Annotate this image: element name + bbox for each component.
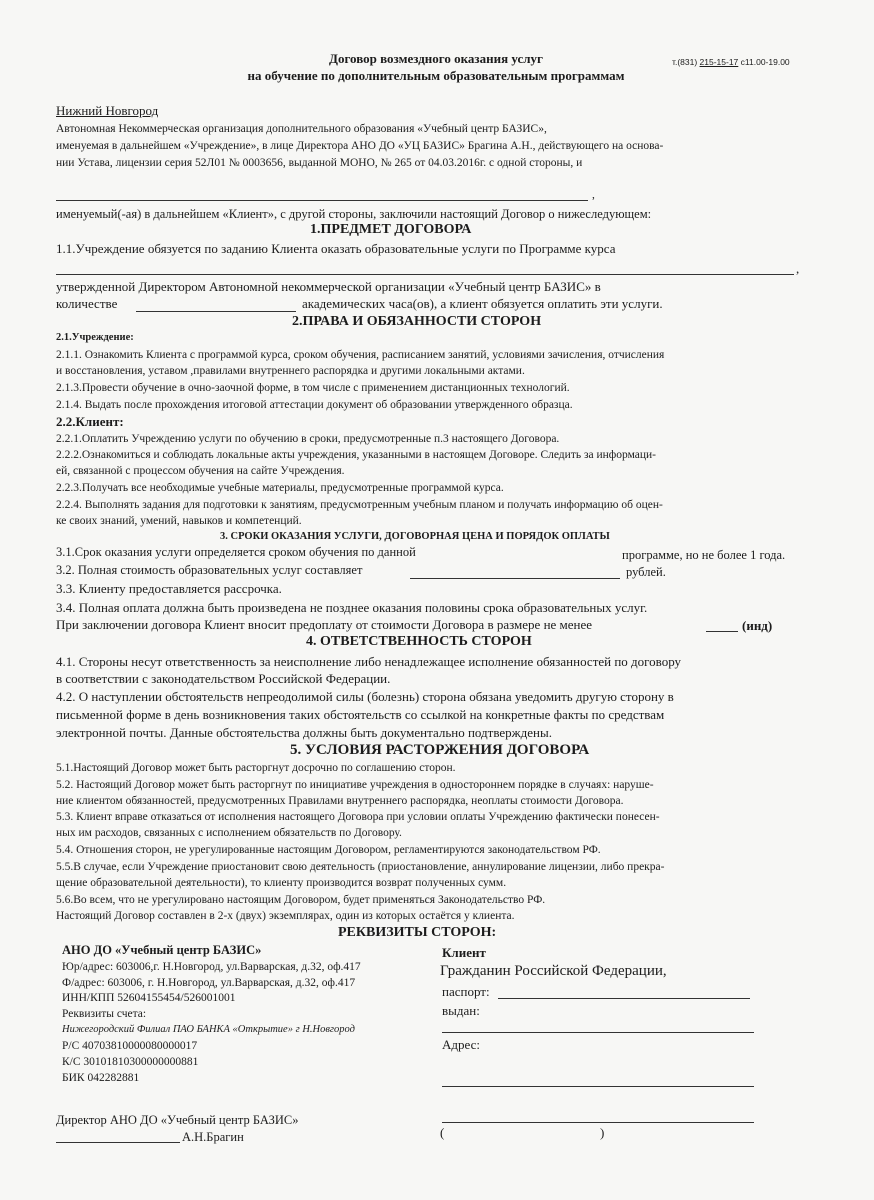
org-actual-address: Ф/адрес: 603006, г. Н.Новгород, ул.Варварская, д.32, оф.417 [62,977,356,989]
clause-2-2-2: 2.2.2.Ознакомиться и соблюдать локальные акты учреждения, указанными в настоящем Договоре. Следить за информаци- [56,449,657,461]
phone-prefix: т.(831) [672,57,700,67]
title-line-2: на обучение по дополнительным образовательным программам [247,68,625,83]
clause-2-2-2-cont: ей, связанной с процессом обучения на сайте Учреждения. [56,465,345,477]
clause-3-4: 3.4. Полная оплата должна быть произведена не позднее оказания половины срока образовательных услуг. [56,600,648,615]
clause-5-5: 5.5.В случае, если Учреждение приостановит свою деятельность (приостановление, аннулирование лицензии, либо прекра- [56,861,665,873]
clause-2-2-3: 2.2.3.Получать все необходимые учебные материалы, предусмотренные программой курса. [56,482,504,494]
requisites-title: РЕКВИЗИТЫ СТОРОН: [338,925,497,940]
clause-3-1: 3.1.Срок оказания услуги определяется сроком обучения по данной [56,545,416,559]
address-label: Адрес: [442,1037,480,1052]
clause-3-3: 3.3. Клиенту предоставляется рассрочка. [56,581,282,596]
price-line [410,578,620,579]
org-inn-kpp: ИНН/КПП 52604155454/526001001 [62,992,236,1004]
passport-line [498,998,750,999]
clause-5-2-cont: ние клиентом обязанностей, предусмотренных Правилами внутреннего распорядка, неоплаты стоимости Договора. [56,795,624,807]
hours-label: количестве [56,296,118,311]
section-2-title: 2.ПРАВА И ОБЯЗАННОСТИ СТОРОН [292,314,542,329]
clause-2-1-1: 2.1.1. Ознакомить Клиента с программой курса, сроком обучения, расписанием занятий, условиями зачисления, отчисления [56,349,665,361]
title-line-1: Договор возмездного оказания услуг [329,51,543,66]
clause-5-2: 5.2. Настоящий Договор может быть расторгнут по инициативе учреждения в одностороннем порядке в случаях: наруше- [56,779,654,791]
section-5-title: 5. УСЛОВИЯ РАСТОРЖЕНИЯ ДОГОВОРА [290,742,590,758]
clause-4-2: 4.2. О наступлении обстоятельств непреодолимой силы (болезнь) сторона обязана уведомить другую сторону в [56,689,674,704]
intro-line-4: именуемый(-ая) в дальнейшем «Клиент», с другой стороны, заключили настоящий Договор о нижеследующем: [56,207,652,221]
org-settlement-account: Р/С 40703810000080000017 [62,1040,198,1052]
issued-line [442,1032,754,1033]
clause-5-6: 5.6.Во всем, что не урегулировано настоящим Договором, будет применяться Законодательство РФ. [56,894,546,906]
institution-heading: 2.1.Учреждение: [56,332,134,343]
phone-hours: с11.00-19.00 [738,57,790,67]
org-account-label: Реквизиты счета: [62,1008,147,1020]
client-name-line [56,200,588,201]
section-4-title: 4. ОТВЕТСТВЕННОСТЬ СТОРОН [306,634,532,649]
clause-4-2-cont-2: электронной почты. Данные обстоятельства должны быть документально подтверждены. [56,725,552,740]
clause-5-3-cont: ных им расходов, связанных с исполнением обязательств по Договору. [56,827,402,839]
clause-1-1-cont: утвержденной Директором Автономной некоммерческой организации «Учебный центр БАЗИС» в [56,279,601,294]
price-unit: рублей. [626,565,666,579]
clause-2-2-1: 2.2.1.Оплатить Учреждению услуги по обучению в сроки, предусмотренные п.3 настоящего Договора. [56,433,560,445]
clause-4-1-cont: в соответствии с законодательством Российской Федерации. [56,671,391,686]
intro-line-2: именуемая в дальнейшем «Учреждение», в лице Директора АНО ДО «УЦ БАЗИС» Брагина А.Н., действующего на основа- [56,140,664,152]
client-name-paren-open: ( [440,1125,445,1140]
org-correspondent-account: К/С 30101810300000000881 [62,1056,199,1068]
org-name: АНО ДО «Учебный центр БАЗИС» [62,943,262,957]
clause-5-5-cont: щение образовательной деятельности), то клиенту производится возврат полученных сумм. [56,877,507,889]
client-citizen: Гражданин Российской Федерации, [440,963,667,979]
client-title: Клиент [442,945,486,960]
client-name-paren-close: ) [600,1125,605,1140]
course-name-comma: , [796,261,800,276]
intro-line-3: нии Устава, лицензии серия 52Л01 № 0003656, выданной МОНО, № 265 от 04.03.2016г. с одной стороны, и [56,157,583,169]
city: Нижний Новгород [56,103,159,118]
clause-5-3: 5.3. Клиент вправе отказаться от исполнения настоящего Договора при условии оплаты Учреждению фактически понесен- [56,811,660,823]
clause-4-2-cont-1: письменной форме в день возникновения таких обстоятельств со ссылкой на конкретные факты по средствам [56,707,665,722]
clause-2-2-4: 2.2.4. Выполнять задания для подготовки к занятиям, предусмотренным учебным планом и получать информацию об оцен- [56,499,663,511]
section-3-title: 3. СРОКИ ОКАЗАНИЯ УСЛУГИ, ДОГОВОРНАЯ ЦЕНА И ПОРЯДОК ОПЛАТЫ [220,531,610,542]
clause-1-1: 1.1.Учреждение обязуется по заданию Клиента оказать образовательные услуги по Программе курса [56,241,616,256]
clause-2-1-3: 2.1.3.Провести обучение в очно-заочной форме, в том числе с применением дистанционных технологий. [56,382,570,394]
clause-3-5: При заключении договора Клиент вносит предоплату от стоимости Договора в размере не менее [56,617,593,632]
client-heading: 2.2.Клиент: [56,414,124,429]
clause-3-2: 3.2. Полная стоимость образовательных услуг составляет [56,563,363,577]
director-title: Директор АНО ДО «Учебный центр БАЗИС» [56,1113,299,1127]
phone-info [672,58,790,67]
address-line [442,1086,754,1087]
section-1-title: 1.ПРЕДМЕТ ДОГОВОРА [310,222,472,237]
prepayment-line [706,631,738,632]
clause-2-2-4-cont: ке своих знаний, умений, навыков и компетенций. [56,515,302,527]
clause-4-1: 4.1. Стороны несут ответственность за неисполнение либо ненадлежащее исполнение обязанностей по договору [56,654,682,669]
phone-number: 215-15-17 [699,57,739,67]
prepayment-unit: (инд) [742,618,773,633]
clause-3-1-cont: программе, но не более 1 года. [622,548,786,562]
signature-line [442,1122,754,1123]
clause-2-1-4: 2.1.4. Выдать после прохождения итоговой аттестации документ об образовании утвержденного образца. [56,399,573,411]
passport-label: паспорт: [442,984,490,999]
client-name-comma: , [592,189,595,201]
issued-label: выдан: [442,1003,480,1018]
org-bank: Нижегородский Филиал ПАО БАНКА «Открытие» г Н.Новгород [62,1024,355,1035]
clause-5-1: 5.1.Настоящий Договор может быть расторгнут досрочно по соглашению сторон. [56,762,456,774]
intro-line-1: Автономная Некоммерческая организация дополнительного образования «Учебный центр БАЗИС», [56,123,547,135]
director-signature-line [56,1142,180,1143]
clause-5-4: 5.4. Отношения сторон, не урегулированные настоящим Договором, регламентируются законодательством РФ. [56,844,601,856]
course-name-line [56,274,794,275]
hours-text: академических часа(ов), а клиент обязуется оплатить эти услуги. [302,296,663,311]
org-legal-address: Юр/адрес: 603006,г. Н.Новгород, ул.Варварская, д.32, оф.417 [62,961,361,973]
hours-line [136,311,296,312]
clause-2-1-1-cont: и восстановления, уставом ,правилами внутреннего распорядка и другими локальными актами. [56,365,525,377]
org-bik: БИК 042282881 [62,1072,140,1084]
director-name: А.Н.Брагин [182,1130,244,1144]
clause-5-7: Настоящий Договор составлен в 2-х (двух) экземплярах, один из которых остаётся у клиента. [56,910,515,922]
